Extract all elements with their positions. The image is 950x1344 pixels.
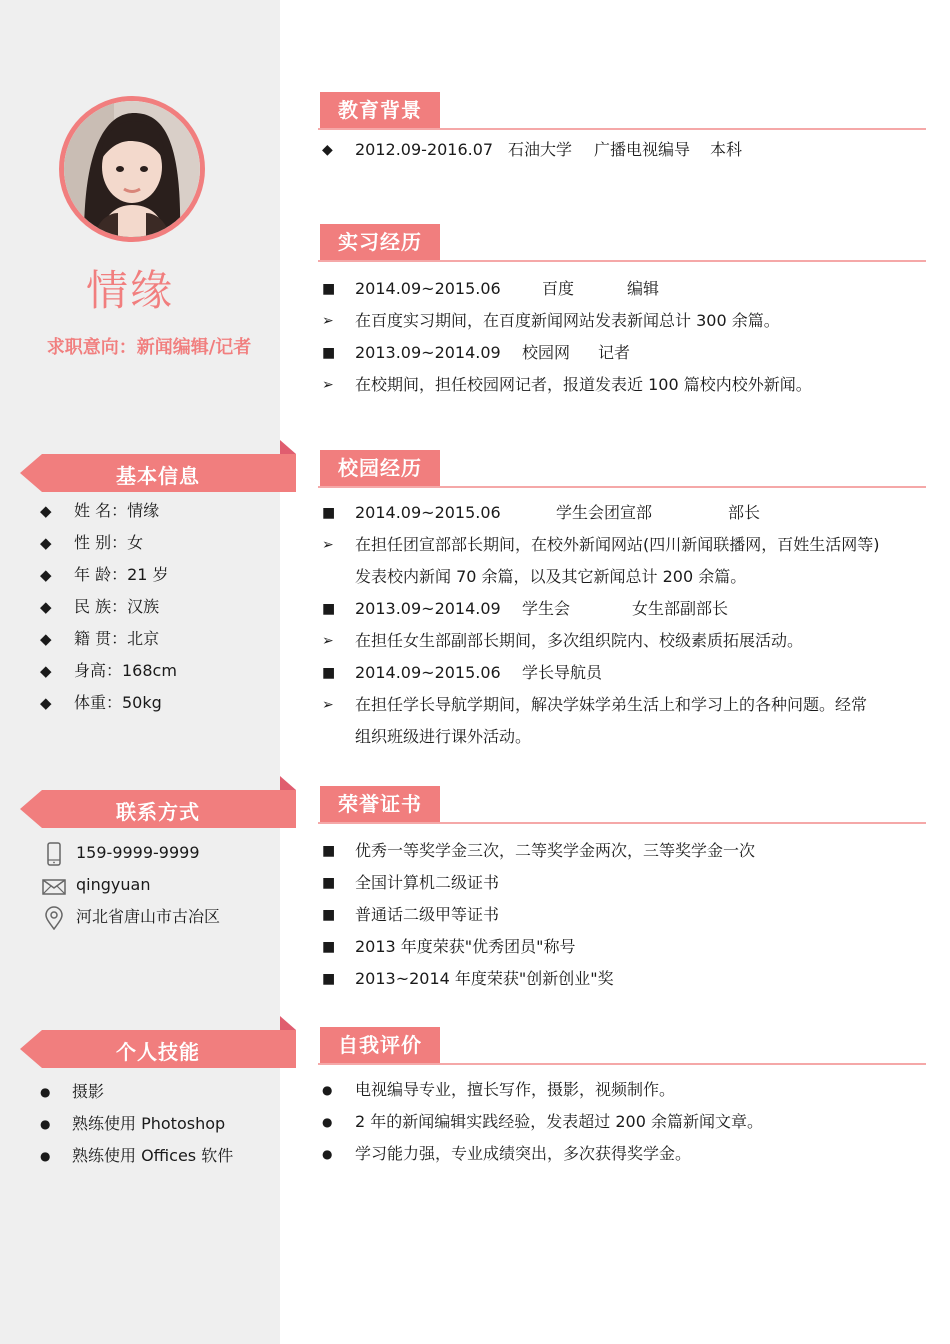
dot-bullet-icon: ● (40, 1085, 51, 1099)
dot-bullet-icon: ● (40, 1149, 51, 1163)
section-divider (318, 1063, 926, 1065)
square-bullet-icon: ■ (322, 875, 336, 891)
profile-photo (59, 96, 205, 242)
arrow-bullet-icon: ➢ (322, 697, 334, 713)
square-bullet-icon: ■ (322, 345, 336, 361)
profile-photo-illustration (64, 101, 200, 237)
phone-icon (42, 842, 66, 866)
internship-title: 实习经历 (320, 224, 440, 260)
square-bullet-icon: ■ (322, 601, 336, 617)
diamond-bullet-icon: ◆ (40, 630, 52, 648)
diamond-bullet-icon: ◆ (322, 142, 333, 158)
diamond-bullet-icon: ◆ (40, 662, 52, 680)
diamond-bullet-icon: ◆ (40, 566, 52, 584)
honors-header (318, 786, 926, 826)
contact-header (20, 776, 296, 822)
section-divider (318, 128, 926, 130)
diamond-bullet-icon: ◆ (40, 502, 52, 520)
self-eval-header (318, 1027, 926, 1067)
dot-bullet-icon: ● (322, 1083, 333, 1097)
skills-title: 个人技能 (116, 1040, 200, 1064)
education-header (318, 92, 926, 132)
location-pin-icon (42, 906, 66, 930)
square-bullet-icon: ■ (322, 281, 336, 297)
square-bullet-icon: ■ (322, 665, 336, 681)
skills-header (20, 1016, 296, 1062)
diamond-bullet-icon: ◆ (40, 534, 52, 552)
section-divider (318, 822, 926, 824)
arrow-bullet-icon: ➢ (322, 633, 334, 649)
square-bullet-icon: ■ (322, 939, 336, 955)
arrow-bullet-icon: ➢ (322, 313, 334, 329)
contact-title: 联系方式 (116, 800, 200, 824)
internship-header (318, 224, 926, 264)
arrow-bullet-icon: ➢ (322, 537, 334, 553)
basic-info-header (20, 440, 296, 486)
square-bullet-icon: ■ (322, 971, 336, 987)
dot-bullet-icon: ● (40, 1117, 51, 1131)
campus-header (318, 450, 926, 490)
arrow-bullet-icon: ➢ (322, 377, 334, 393)
square-bullet-icon: ■ (322, 843, 336, 859)
applicant-name: 情缘 (85, 266, 174, 315)
square-bullet-icon: ■ (322, 907, 336, 923)
square-bullet-icon: ■ (322, 505, 336, 521)
mail-icon (42, 874, 66, 898)
campus-title: 校园经历 (320, 450, 440, 486)
section-divider (318, 260, 926, 262)
self-eval-title: 自我评价 (320, 1027, 440, 1063)
section-divider (318, 486, 926, 488)
education-title: 教育背景 (320, 92, 440, 128)
diamond-bullet-icon: ◆ (40, 598, 52, 616)
job-objective: 求职意向：新闻编辑/记者 (46, 337, 252, 358)
dot-bullet-icon: ● (322, 1115, 333, 1129)
dot-bullet-icon: ● (322, 1147, 333, 1161)
basic-info-title: 基本信息 (116, 464, 200, 488)
honors-title: 荣誉证书 (320, 786, 440, 822)
diamond-bullet-icon: ◆ (40, 694, 52, 712)
